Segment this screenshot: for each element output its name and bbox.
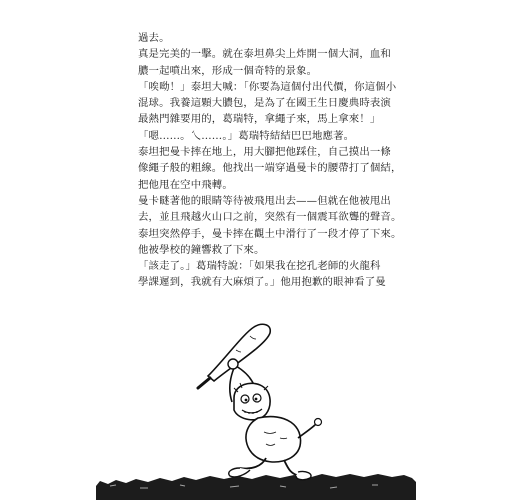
monster-head <box>234 383 270 420</box>
text-line: 最熱門雜要用的，葛瑞特，拿繩子來，馬上拿來！」 <box>138 113 381 126</box>
text-line: 把他甩在空中飛轉。 <box>138 178 233 191</box>
text-line: 「該走了。」葛瑞特說：「如果我在挖孔老師的火龍科 <box>138 260 381 273</box>
text-line: 泰坦突然停手，曼卡摔在觀土中滑行了一段才停了下來。 <box>138 227 402 240</box>
ground-band <box>96 474 416 500</box>
text-line: 膿一起噴出來，形成一個奇特的景象。 <box>138 64 318 77</box>
text-line: 混球。我養這顆大膿包，是為了在國王生日慶典時表演 <box>138 97 391 110</box>
text-line: 曼卡瞇著他的眼睛等待被飛甩出去——但就在他被甩出 <box>138 194 391 207</box>
text-line: 去，並且飛越火山口之前，突然有一個震耳欲聾的聲音。 <box>138 211 402 224</box>
text-line: 學課遲到，我就有大麻煩了。」他用抱歉的眼神看了曼 <box>138 276 386 289</box>
text-line: 「嗯……。乀……。」葛瑞特結結巴巴地應著。 <box>138 129 355 142</box>
text-line: 像繩子般的粗線。他找出一端穿過曼卡的腰帶打了個結， <box>138 162 402 175</box>
text-line: 泰坦把曼卡摔在地上，用大腳把他踩住，自己摸出一條 <box>138 146 391 159</box>
text-line: 「唉呦！」泰坦大喊：「你要為這個付出代價，你這個小 <box>138 80 397 93</box>
monster-body <box>246 417 322 462</box>
text-line: 真是完美的一擊。就在泰坦鼻尖上炸開一個大洞，血和 <box>138 48 391 61</box>
text-line: 過去。 <box>138 32 170 44</box>
club-icon <box>198 324 270 388</box>
text-line: 他被學校的鐘響救了下來。 <box>138 243 265 256</box>
